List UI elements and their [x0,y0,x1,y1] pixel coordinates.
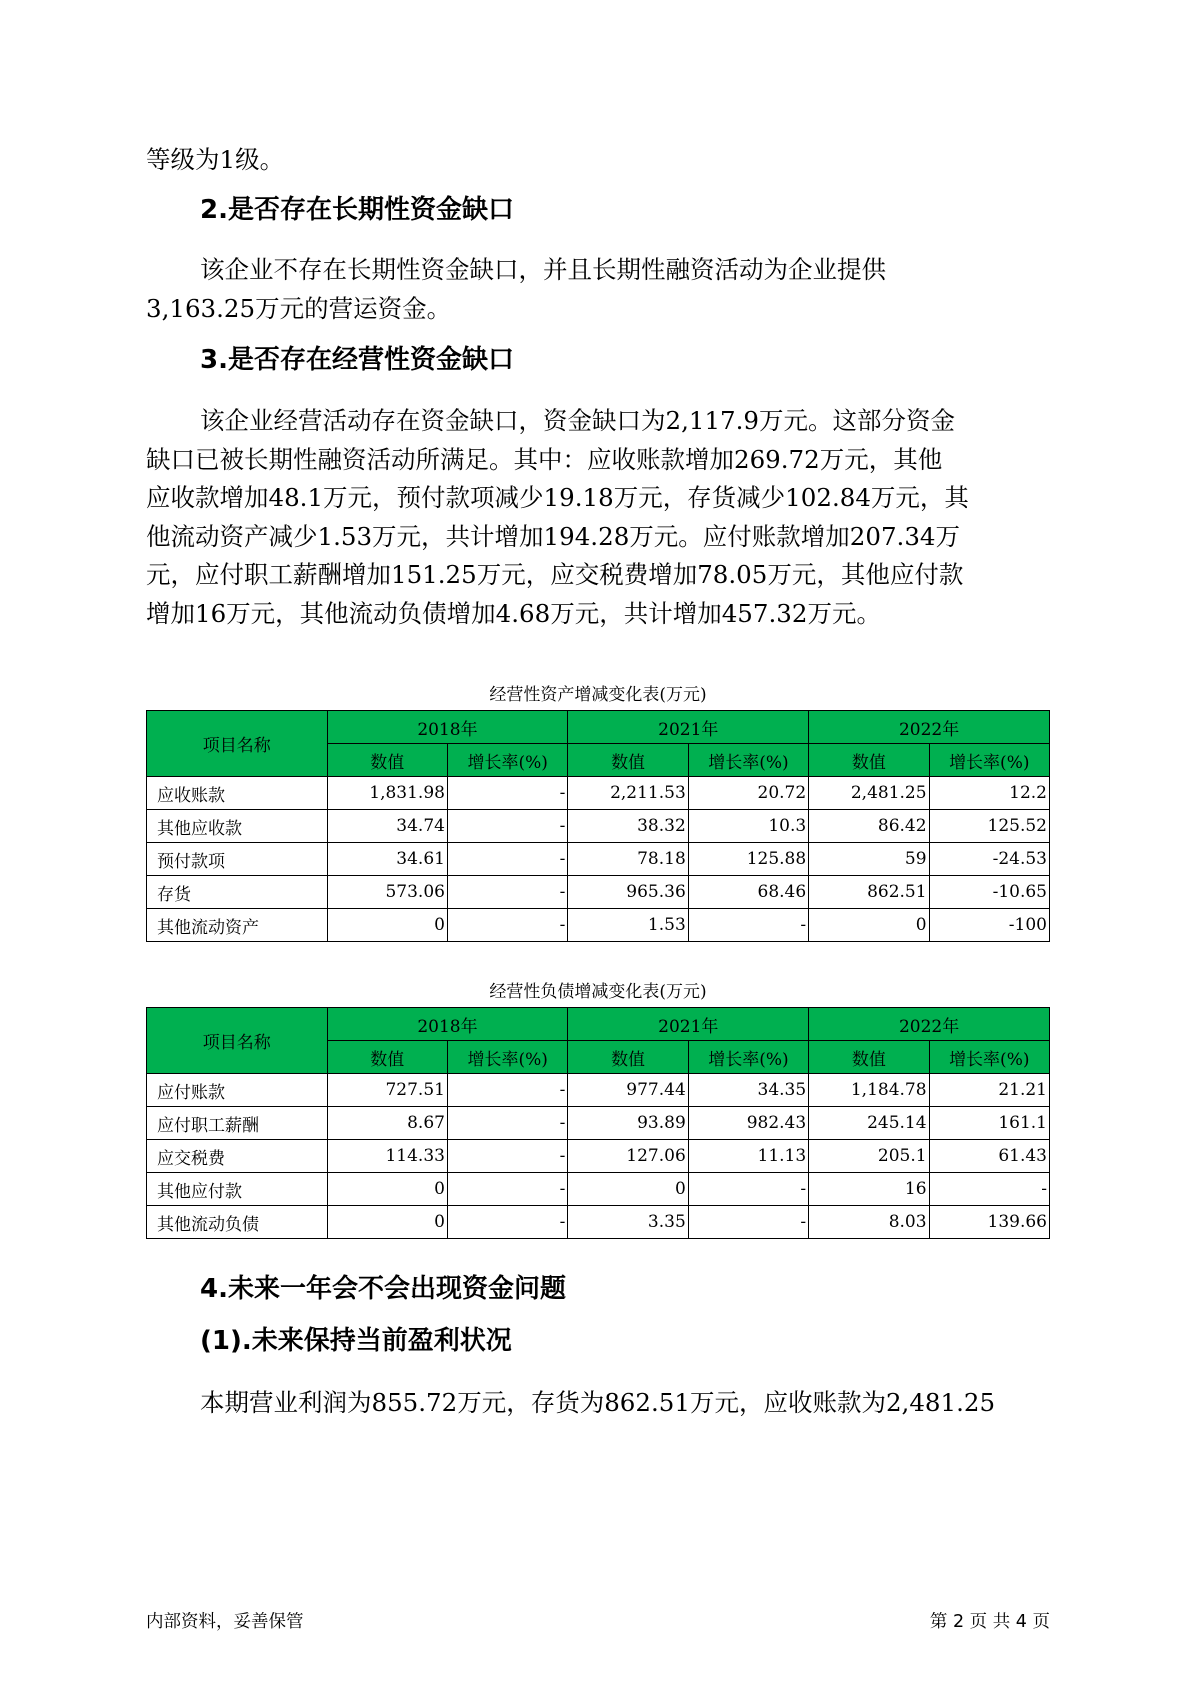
table-cell: 0 [809,909,929,942]
footer-confidential-note: 内部资料，妥善保管 [146,1612,304,1632]
row-name: 其他流动负债 [147,1206,328,1239]
table-cell: 125.52 [929,810,1049,843]
column-header-year: 2022年 [809,711,1050,744]
table-cell: - [688,909,808,942]
table-cell: 0 [327,1206,447,1239]
table-cell: 0 [327,1173,447,1206]
table-cell: 38.32 [568,810,688,843]
column-header-year: 2021年 [568,711,809,744]
table-cell: 0 [568,1173,688,1206]
column-header-growth: 增长率(%) [688,1041,808,1074]
table-cell: - [447,843,567,876]
table-cell: 93.89 [568,1107,688,1140]
table-cell: 0 [327,909,447,942]
column-header-growth: 增长率(%) [447,744,567,777]
table-row [147,876,1050,909]
table-cell: 573.06 [327,876,447,909]
table-cell: 127.06 [568,1140,688,1173]
table-cell: - [929,1173,1049,1206]
table-cell: - [447,1074,567,1107]
table-cell: 8.03 [809,1206,929,1239]
table-cell: 1,184.78 [809,1074,929,1107]
column-header-year: 2018年 [327,711,568,744]
table-cell: - [447,1173,567,1206]
table-cell: 1,831.98 [327,777,447,810]
text-line: 本期营业利润为855.72万元，存货为862.51万元，应收账款为2,481.25 [200,1388,996,1417]
table-row [147,1206,1050,1239]
heading-next-year-funding: 4.未来一年会不会出现资金问题 [200,1274,566,1304]
table-cell: 977.44 [568,1074,688,1107]
column-header-value: 数值 [809,744,929,777]
row-name: 其他流动资产 [147,909,328,942]
table-cell: -24.53 [929,843,1049,876]
table-cell: 3.35 [568,1206,688,1239]
table-cell: 86.42 [809,810,929,843]
table-row [147,777,1050,810]
text-line: 该企业不存在长期性资金缺口，并且长期性融资活动为企业提供 [200,255,886,284]
paragraph-grade [146,141,1061,180]
table-cell: 245.14 [809,1107,929,1140]
table-cell: 982.43 [688,1107,808,1140]
table-cell: 114.33 [327,1140,447,1173]
paragraph-operating [146,402,1061,633]
text-line: 应收款增加48.1万元，预付款项减少19.18万元，存货减少102.84万元，其 [146,483,969,512]
table-cell: 78.18 [568,843,688,876]
text-line: 他流动资产减少1.53万元，共计增加194.28万元。应付账款增加207.34万 [146,521,961,551]
table-cell: 68.46 [688,876,808,909]
table-cell: 862.51 [809,876,929,909]
row-name: 其他应收款 [147,810,328,843]
table-cell: 61.43 [929,1140,1049,1173]
column-header-year: 2022年 [809,1008,1050,1041]
table-cell: 205.1 [809,1140,929,1173]
table-cell: - [688,1173,808,1206]
paragraph-operating-profit [146,1384,1061,1423]
table-cell: - [447,876,567,909]
text-line: 缺口已被长期性融资活动所满足。其中：应收账款增加269.72万元，其他 [146,444,943,474]
text-line: 元，应付职工薪酬增加151.25万元，应交税费增加78.05万元，其他应付款 [146,560,964,589]
table-row [147,1074,1050,1107]
heading-long-term-gap: 2.是否存在长期性资金缺口 [200,195,514,225]
column-header-growth: 增长率(%) [688,744,808,777]
table-cell: 59 [809,843,929,876]
column-header-year: 2018年 [327,1008,568,1041]
text-line: 等级为1级。 [146,145,285,174]
column-header-value: 数值 [568,744,688,777]
column-header-growth: 增长率(%) [929,744,1049,777]
row-name: 应交税费 [147,1140,328,1173]
table-row [147,810,1050,843]
column-header-growth: 增长率(%) [929,1041,1049,1074]
table-cell: 727.51 [327,1074,447,1107]
text-line: 该企业经营活动存在资金缺口，资金缺口为2,117.9万元。这部分资金 [200,406,956,435]
table-cell: - [447,909,567,942]
table-cell: 16 [809,1173,929,1206]
table-cell: 34.61 [327,843,447,876]
table-cell: 2,211.53 [568,777,688,810]
table-cell: 125.88 [688,843,808,876]
table-cell: 10.3 [688,810,808,843]
table-cell: - [688,1206,808,1239]
table-cell: 139.66 [929,1206,1049,1239]
table-row [147,1173,1050,1206]
table-cell: 1.53 [568,909,688,942]
table-cell: - [447,1107,567,1140]
table-cell: 34.35 [688,1074,808,1107]
column-header-value: 数值 [327,1041,447,1074]
table-cell: 20.72 [688,777,808,810]
column-header-item-name: 项目名称 [147,711,328,777]
column-header-item-name: 项目名称 [147,1008,328,1074]
table-cell: 21.21 [929,1074,1049,1107]
table-cell: - [447,1206,567,1239]
table-caption-liabilities: 经营性负债增减变化表(万元) [489,982,707,1002]
operating-liabilities-table [146,1007,1050,1239]
table-row [147,909,1050,942]
heading-operating-gap: 3.是否存在经营性资金缺口 [200,345,514,375]
column-header-value: 数值 [327,744,447,777]
table-cell: -10.65 [929,876,1049,909]
table-cell: 11.13 [688,1140,808,1173]
row-name: 其他应付款 [147,1173,328,1206]
text-line: 增加16万元，其他流动负债增加4.68万元，共计增加457.32万元。 [146,598,881,628]
operating-assets-table [146,710,1050,942]
table-cell: 965.36 [568,876,688,909]
paragraph-long-term [146,251,1061,328]
text-line: 3,163.25万元的营运资金。 [146,293,452,323]
row-name: 应付职工薪酬 [147,1107,328,1140]
table-cell: 161.1 [929,1107,1049,1140]
table-cell: - [447,810,567,843]
table-cell: - [447,1140,567,1173]
table-cell: 8.67 [327,1107,447,1140]
column-header-value: 数值 [568,1041,688,1074]
table-cell: 2,481.25 [809,777,929,810]
row-name: 预付款项 [147,843,328,876]
table-row [147,1107,1050,1140]
table-row [147,843,1050,876]
row-name: 存货 [147,876,328,909]
column-header-growth: 增长率(%) [447,1041,567,1074]
column-header-value: 数值 [809,1041,929,1074]
table-row [147,1140,1050,1173]
heading-keep-profitability: (1).未来保持当前盈利状况 [200,1326,512,1356]
table-cell: - [447,777,567,810]
table-caption-assets: 经营性资产增减变化表(万元) [489,685,707,705]
row-name: 应付账款 [147,1074,328,1107]
row-name: 应收账款 [147,777,328,810]
table-cell: -100 [929,909,1049,942]
table-cell: 34.74 [327,810,447,843]
column-header-year: 2021年 [568,1008,809,1041]
table-cell: 12.2 [929,777,1049,810]
footer-page-number: 第 2 页 共 4 页 [929,1612,1050,1632]
